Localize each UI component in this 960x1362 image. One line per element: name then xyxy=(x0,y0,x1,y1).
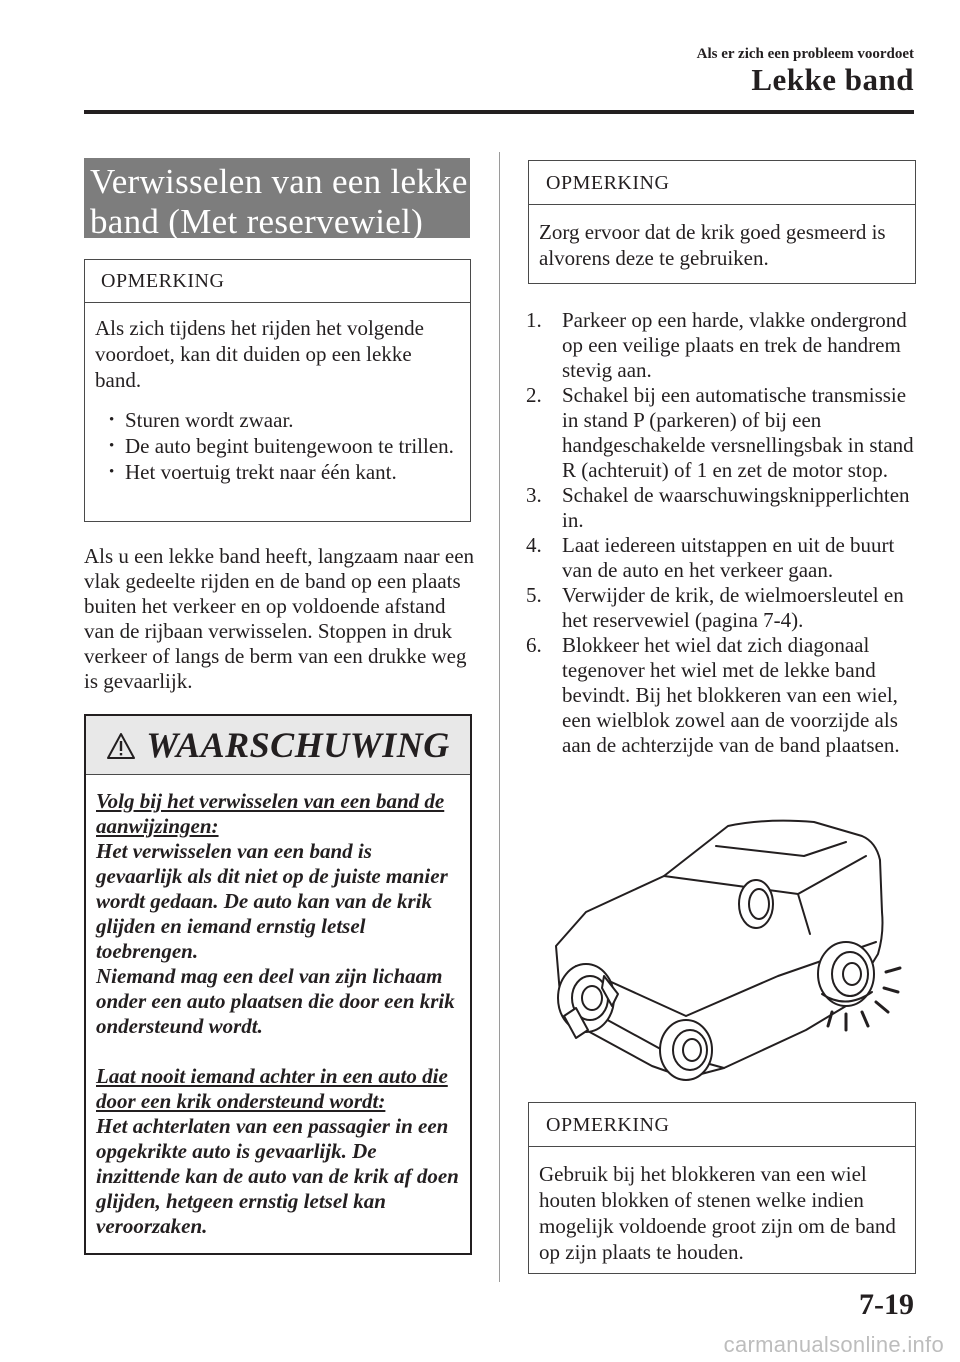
warning-body xyxy=(86,775,470,1239)
note-heading: OPMERKING xyxy=(529,161,915,205)
column-divider xyxy=(499,152,500,1282)
spacer xyxy=(96,1039,462,1064)
page-number: 7-19 xyxy=(859,1288,914,1321)
step-text: Verwijder de krik, de wielmoersleutel en het reservewiel (pagina 7-4). xyxy=(562,583,904,632)
list-item xyxy=(520,533,925,583)
list-item: • De auto begint buitengewoon te trillen. xyxy=(95,433,460,459)
header-title: Lekke band xyxy=(751,62,914,97)
step-number: 1. xyxy=(526,308,542,332)
symptom-list xyxy=(95,407,460,485)
watermark: carmanualsonline.info xyxy=(723,1332,944,1357)
note-box-jack xyxy=(528,160,916,284)
note-box-symptoms xyxy=(84,259,471,522)
step-text: Parkeer op een harde, vlakke ondergrond op een veilige plaats en trek de handrem stevig aan. xyxy=(562,308,907,382)
note-body: Gebruik bij het blokkeren van een wiel houten blokken of stenen welke indien mogelijk voldoende groot zijn om de band op zijn plaats te houden. xyxy=(539,1162,896,1264)
list-item xyxy=(520,383,925,483)
step-text: Laat iedereen uitstappen en uit de buurt van de auto en het verkeer gaan. xyxy=(562,533,895,582)
warning-box xyxy=(84,714,472,1255)
list-item xyxy=(520,483,925,533)
step-list xyxy=(520,308,925,758)
note-body xyxy=(85,303,470,485)
section-title xyxy=(84,158,470,241)
list-item: • Sturen wordt zwaar. xyxy=(95,407,460,433)
list-item xyxy=(520,633,925,758)
warning-block2-text: Het achterlaten van een passagier in een opgekrikte auto is gevaarlijk. De inzittende kan de auto van de krik af doen glijden, hetgeen ernstig letsel kan veroorzaken. xyxy=(96,1114,459,1238)
section-title-line2: band (Met reservewiel) xyxy=(90,202,424,241)
warning-block1-heading: Volg bij het verwisselen van een band de aanwijzingen: xyxy=(96,789,445,838)
list-item: • Het voertuig trekt naar één kant. xyxy=(95,459,460,485)
note-intro: Als zich tijdens het rijden het volgende voordoet, kan dit duiden op een lekke band. xyxy=(95,316,424,392)
section-title-line1: Verwisselen van een lekke xyxy=(90,162,468,201)
step-text: Blokkeer het wiel dat zich diagonaal tegenover het wiel met de lekke band bevindt. Bij het blokkeren van een wiel, een wielblok zowel aan de voorzijde als aan de achterzijde van de band plaatsen. xyxy=(562,633,900,757)
note-heading: OPMERKING xyxy=(529,1103,915,1147)
step-number: 6. xyxy=(526,633,542,657)
step-number: 3. xyxy=(526,483,542,507)
warning-block1-text1: Het verwisselen van een band is gevaarlijk als dit niet op de juiste manier wordt gedaan. De auto kan van de krik glijden en iemand ernstig letsel toebrengen. xyxy=(96,839,448,963)
list-item xyxy=(520,583,925,633)
warning-block1-text2: Niemand mag een deel van zijn lichaam onder een auto plaatsen die door een krik ondersteund wordt. xyxy=(96,964,455,1038)
warning-header xyxy=(86,716,470,775)
car-wheel-block-illustration xyxy=(546,816,924,1088)
warning-title: WAARSCHUWING xyxy=(146,725,450,765)
intro-paragraph: Als u een lekke band heeft, langzaam naar een vlak gedeelte rijden en de band op een plaats buiten het verkeer en op voldoende afstand van de rijbaan verwisselen. Stoppen in druk verkeer of langs de berm van een drukke weg is gevaarlijk. xyxy=(84,544,475,693)
warning-triangle-icon xyxy=(106,732,136,760)
step-text: Schakel de waarschuwingsknipperlichten in. xyxy=(562,483,910,532)
note-body: Zorg ervoor dat de krik goed gesmeerd is alvorens deze te gebruiken. xyxy=(539,220,886,270)
step-number: 5. xyxy=(526,583,542,607)
note-heading: OPMERKING xyxy=(85,260,470,303)
header-section-label: Als er zich een probleem voordoet xyxy=(696,46,914,62)
step-number: 2. xyxy=(526,383,542,407)
step-text: Schakel bij een automatische transmissie in stand P (parkeren) of bij een handgeschakelde versnellingsbak in stand R (achteruit) of 1 en zet de motor stop. xyxy=(562,383,914,482)
step-number: 4. xyxy=(526,533,542,557)
note-box-blocks xyxy=(528,1102,916,1274)
list-item xyxy=(520,308,925,383)
header-rule xyxy=(84,110,914,114)
warning-block2-heading: Laat nooit iemand achter in een auto die door een krik ondersteund wordt: xyxy=(96,1064,448,1113)
